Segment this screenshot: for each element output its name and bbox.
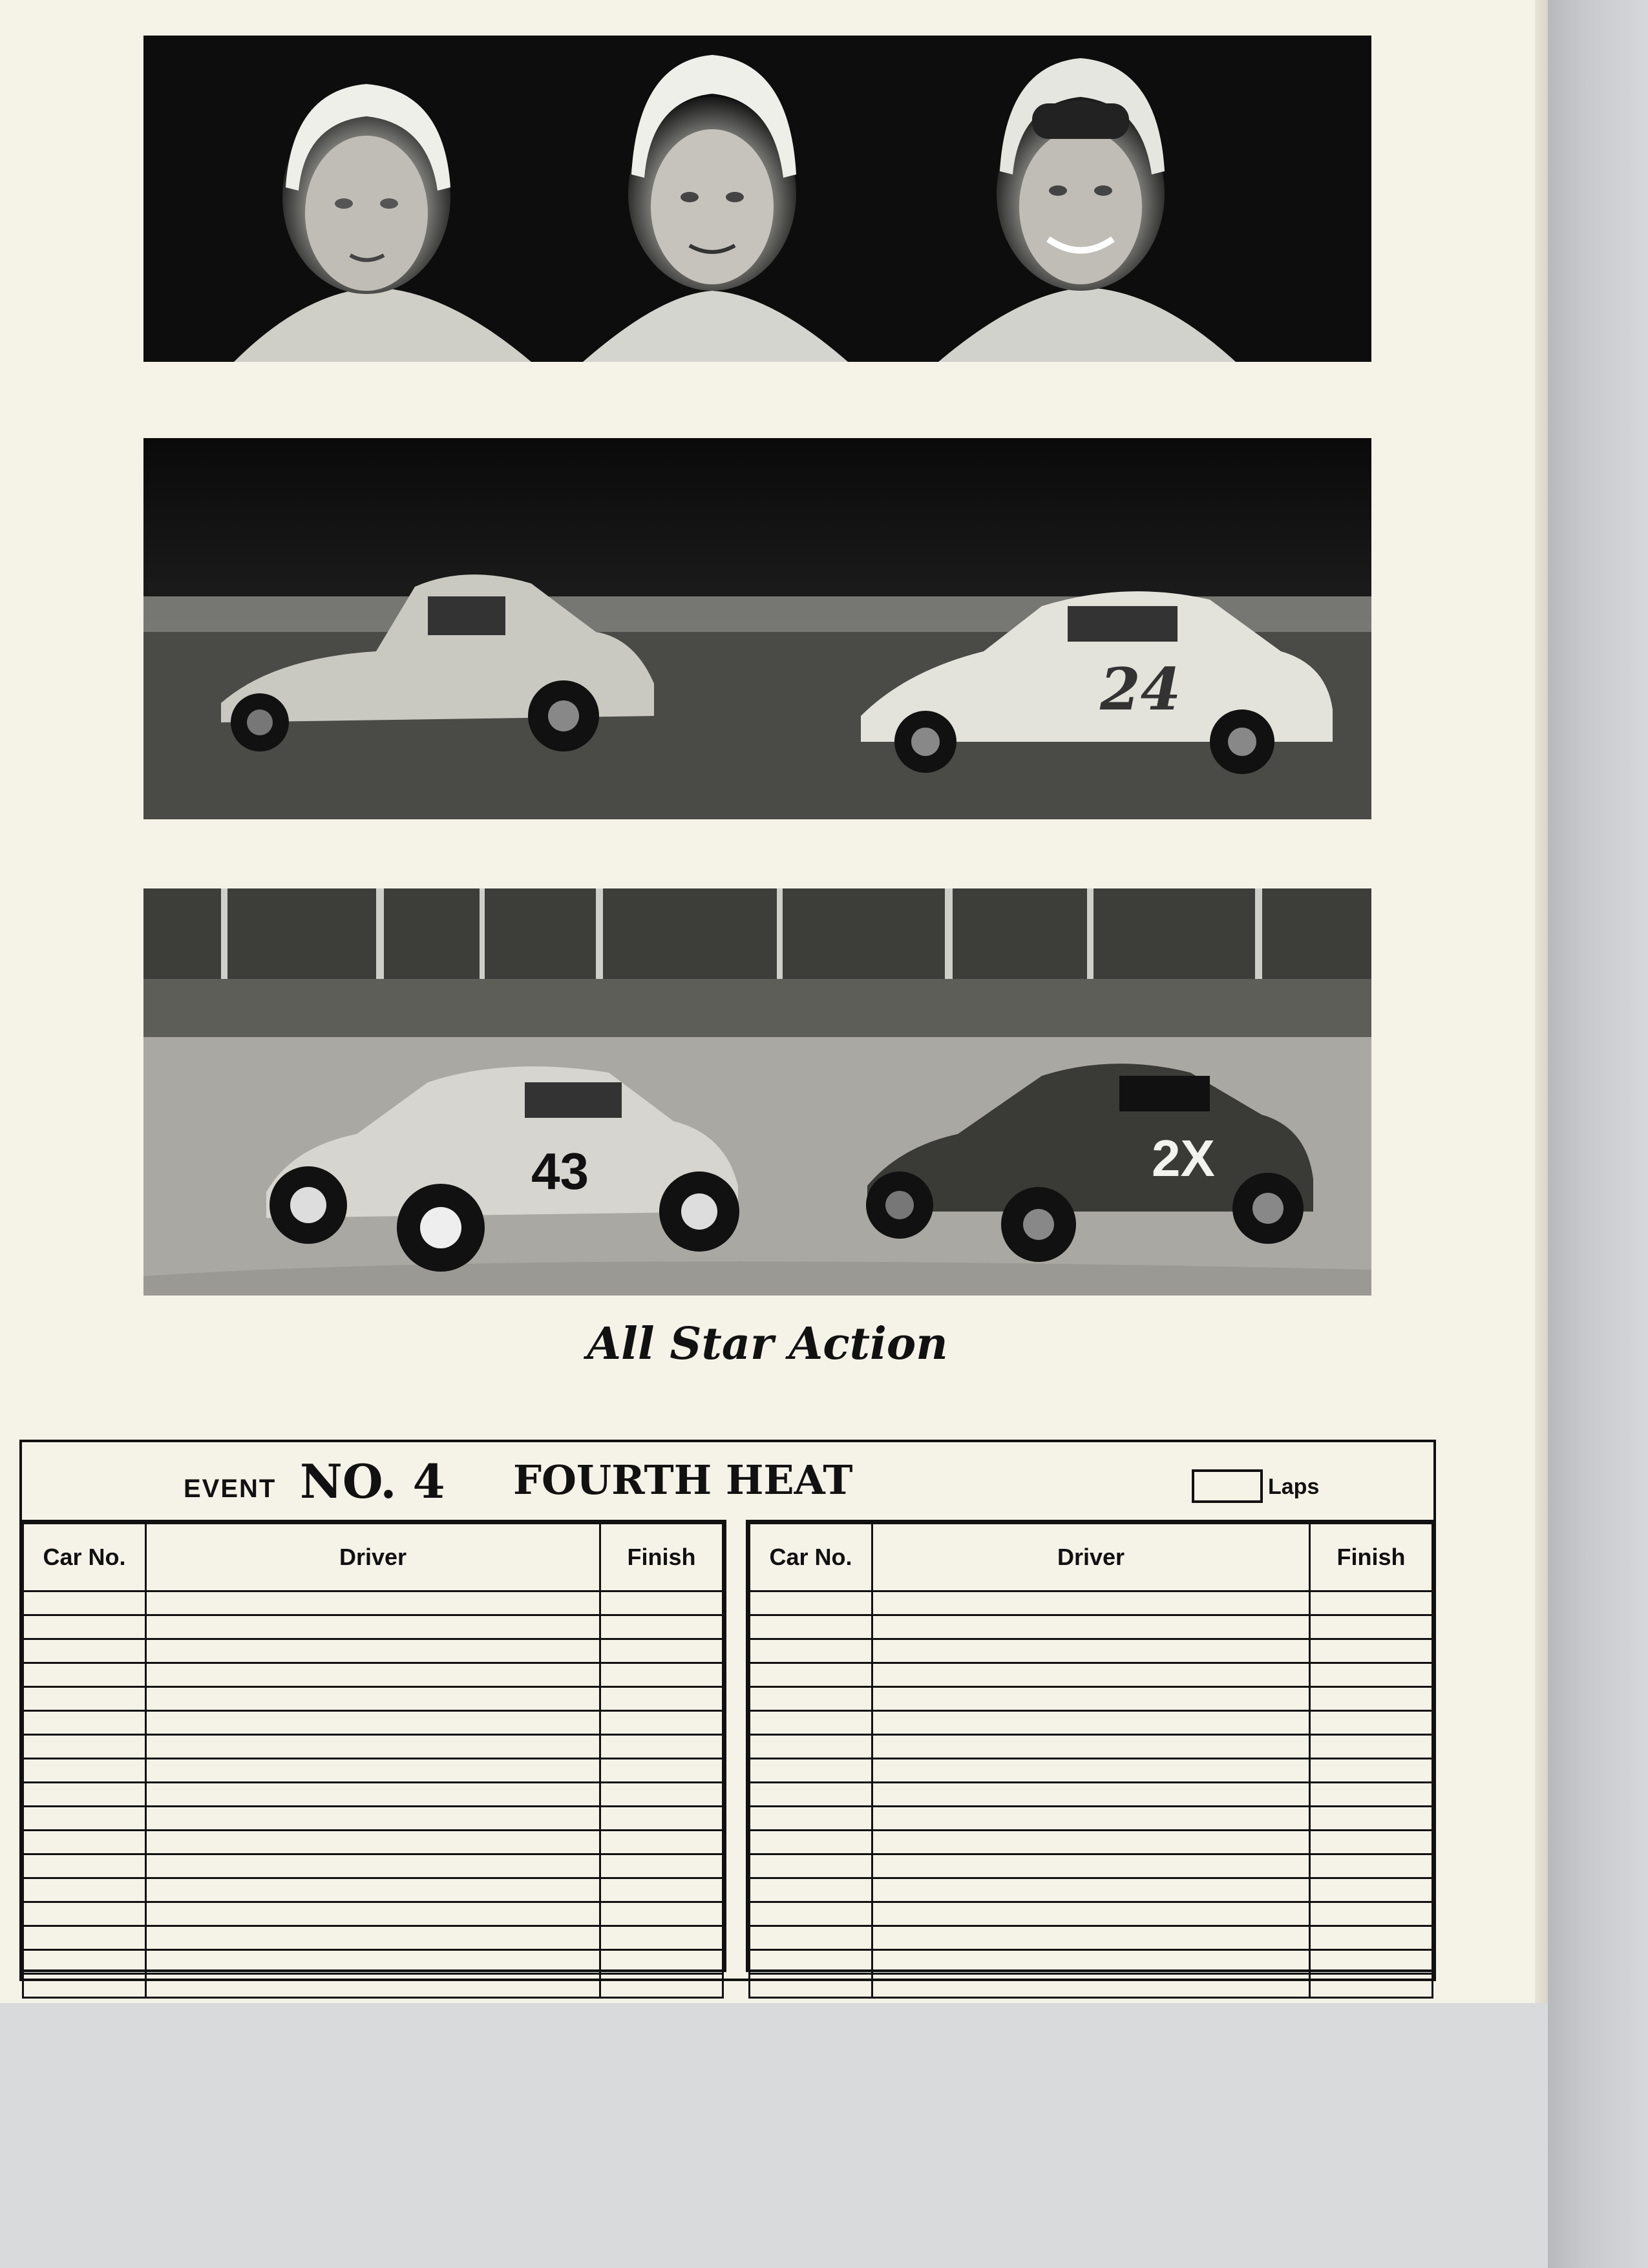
car-no-cell[interactable]: [23, 1902, 146, 1926]
table-row: [23, 1759, 723, 1783]
car-no-cell[interactable]: [750, 1878, 872, 1902]
finish-cell[interactable]: [600, 1831, 723, 1854]
car-no-cell[interactable]: [750, 1639, 872, 1663]
driver-cell[interactable]: [146, 1974, 600, 1998]
table-row: [23, 1591, 723, 1615]
car-no-cell[interactable]: [23, 1759, 146, 1783]
finish-cell[interactable]: [600, 1639, 723, 1663]
car-no-cell[interactable]: [750, 1663, 872, 1687]
table-row: [23, 1783, 723, 1807]
day-race-photo: [143, 888, 1371, 1296]
finish-cell[interactable]: [600, 1974, 723, 1998]
finish-cell[interactable]: [600, 1878, 723, 1902]
table-row: [750, 1950, 1433, 1974]
car-no-cell[interactable]: [750, 1687, 872, 1711]
car-no-cell[interactable]: [750, 1926, 872, 1950]
car-no-cell[interactable]: [750, 1711, 872, 1735]
finish-cell[interactable]: [1310, 1902, 1433, 1926]
driver-cell[interactable]: [146, 1807, 600, 1831]
driver-cell[interactable]: [872, 1878, 1310, 1902]
car-no-cell[interactable]: [23, 1926, 146, 1950]
finish-header: Finish: [600, 1524, 723, 1591]
table-row: [750, 1711, 1433, 1735]
finish-cell[interactable]: [600, 1759, 723, 1783]
driver-cell[interactable]: [872, 1807, 1310, 1831]
table-row: [750, 1735, 1433, 1759]
scan-background: [1548, 0, 1648, 2268]
car-no-cell[interactable]: [750, 1615, 872, 1639]
car-number-24: 24: [1100, 655, 1181, 724]
driver-cell[interactable]: [872, 1831, 1310, 1854]
table-row: [23, 1854, 723, 1878]
table-row: [23, 1663, 723, 1687]
car-no-cell[interactable]: [23, 1735, 146, 1759]
results-table-left: [19, 1520, 726, 1972]
finish-cell[interactable]: [600, 1783, 723, 1807]
car-no-cell[interactable]: [23, 1639, 146, 1663]
finish-cell[interactable]: [600, 1807, 723, 1831]
car-no-cell[interactable]: [750, 1735, 872, 1759]
car-no-cell[interactable]: [750, 1807, 872, 1831]
event-label: EVENT: [184, 1475, 277, 1503]
table-row: [23, 1615, 723, 1639]
driver-cell[interactable]: [146, 1687, 600, 1711]
event-number: NO. 4: [300, 1454, 445, 1509]
finish-cell[interactable]: [1310, 1759, 1433, 1783]
table-row: [750, 1615, 1433, 1639]
finish-cell[interactable]: [1310, 1663, 1433, 1687]
driver-cell[interactable]: [146, 1950, 600, 1974]
event-header: [22, 1442, 1433, 1520]
driver-cell[interactable]: [872, 1591, 1310, 1615]
driver-header: Driver: [146, 1524, 600, 1591]
driver-cell[interactable]: [872, 1902, 1310, 1926]
car-no-cell[interactable]: [23, 1615, 146, 1639]
car-no-cell[interactable]: [750, 1902, 872, 1926]
driver-cell[interactable]: [146, 1783, 600, 1807]
laps-label: Laps: [1268, 1475, 1320, 1499]
finish-cell[interactable]: [600, 1711, 723, 1735]
car-no-cell[interactable]: [750, 1974, 872, 1998]
car-no-cell[interactable]: [23, 1591, 146, 1615]
table-row: [750, 1926, 1433, 1950]
driver-cell[interactable]: [146, 1902, 600, 1926]
event-entry-form: [19, 1440, 1436, 1981]
driver-cell[interactable]: [146, 1831, 600, 1854]
finish-cell[interactable]: [1310, 1639, 1433, 1663]
driver-header: Driver: [872, 1524, 1310, 1591]
table-row: [23, 1950, 723, 1974]
table-row: [750, 1591, 1433, 1615]
driver-cell[interactable]: [146, 1711, 600, 1735]
driver-cell[interactable]: [872, 1926, 1310, 1950]
car-no-cell[interactable]: [23, 1878, 146, 1902]
driver-cell[interactable]: [872, 1759, 1310, 1783]
car-no-header: Car No.: [750, 1524, 872, 1591]
laps-field[interactable]: [1192, 1469, 1263, 1503]
table-row: [750, 1687, 1433, 1711]
table-row: [750, 1783, 1433, 1807]
car-no-cell[interactable]: [750, 1854, 872, 1878]
night-race-photo: [143, 438, 1371, 819]
results-rows-left: [23, 1591, 723, 1998]
table-row: [750, 1974, 1433, 1998]
finish-header: Finish: [1310, 1524, 1433, 1591]
finish-cell[interactable]: [1310, 1783, 1433, 1807]
table-row: [23, 1831, 723, 1854]
table-row: [23, 1974, 723, 1998]
finish-cell[interactable]: [1310, 1807, 1433, 1831]
driver-cell[interactable]: [872, 1950, 1310, 1974]
finish-cell[interactable]: [1310, 1591, 1433, 1615]
car-no-cell[interactable]: [750, 1759, 872, 1783]
car-no-cell[interactable]: [23, 1950, 146, 1974]
driver-cell[interactable]: [146, 1878, 600, 1902]
car-no-cell[interactable]: [23, 1831, 146, 1854]
car-no-cell[interactable]: [23, 1783, 146, 1807]
car-no-cell[interactable]: [750, 1591, 872, 1615]
driver-cell[interactable]: [872, 1687, 1310, 1711]
table-row: [23, 1807, 723, 1831]
finish-cell[interactable]: [600, 1854, 723, 1878]
driver-cell[interactable]: [872, 1735, 1310, 1759]
finish-cell[interactable]: [600, 1591, 723, 1615]
finish-cell[interactable]: [1310, 1878, 1433, 1902]
photo-caption: All Star Action: [587, 1318, 948, 1370]
table-row: [750, 1878, 1433, 1902]
car-no-cell[interactable]: [23, 1854, 146, 1878]
driver-cell[interactable]: [872, 1854, 1310, 1878]
finish-cell[interactable]: [1310, 1711, 1433, 1735]
driver-cell[interactable]: [146, 1854, 600, 1878]
driver-cell[interactable]: [872, 1711, 1310, 1735]
table-header-row: [23, 1524, 723, 1591]
driver-cell[interactable]: [146, 1926, 600, 1950]
table-row: [23, 1735, 723, 1759]
event-title: FOURTH HEAT: [513, 1456, 853, 1504]
table-row: [750, 1759, 1433, 1783]
driver-cell[interactable]: [872, 1974, 1310, 1998]
car-no-cell[interactable]: [750, 1831, 872, 1854]
table-row: [23, 1902, 723, 1926]
car-no-cell[interactable]: [750, 1783, 872, 1807]
finish-cell[interactable]: [600, 1615, 723, 1639]
driver-cell[interactable]: [146, 1735, 600, 1759]
driver-cell[interactable]: [146, 1663, 600, 1687]
finish-cell[interactable]: [600, 1950, 723, 1974]
car-no-cell[interactable]: [23, 1663, 146, 1687]
driver-cell[interactable]: [146, 1615, 600, 1639]
table-row: [23, 1878, 723, 1902]
finish-cell[interactable]: [600, 1663, 723, 1687]
table-row: [23, 1687, 723, 1711]
table-row: [750, 1663, 1433, 1687]
finish-cell[interactable]: [1310, 1615, 1433, 1639]
table-row: [750, 1639, 1433, 1663]
finish-cell[interactable]: [600, 1735, 723, 1759]
driver-cell[interactable]: [872, 1783, 1310, 1807]
driver-cell[interactable]: [872, 1639, 1310, 1663]
driver-cell[interactable]: [146, 1759, 600, 1783]
finish-cell[interactable]: [600, 1687, 723, 1711]
results-table-right: [746, 1520, 1436, 1972]
table-row: [750, 1854, 1433, 1878]
car-no-header: Car No.: [23, 1524, 146, 1591]
car-no-cell[interactable]: [750, 1950, 872, 1974]
driver-cell[interactable]: [872, 1663, 1310, 1687]
driver-portraits-photo: [143, 36, 1371, 362]
driver-cell[interactable]: [146, 1639, 600, 1663]
car-no-cell[interactable]: [23, 1807, 146, 1831]
finish-cell[interactable]: [600, 1902, 723, 1926]
finish-cell[interactable]: [600, 1926, 723, 1950]
car-no-cell[interactable]: [23, 1974, 146, 1998]
car-number-43: 43: [531, 1142, 589, 1200]
finish-cell[interactable]: [1310, 1974, 1433, 1998]
car-no-cell[interactable]: [23, 1687, 146, 1711]
table-row: [23, 1711, 723, 1735]
finish-cell[interactable]: [1310, 1854, 1433, 1878]
table-row: [23, 1926, 723, 1950]
table-row: [750, 1807, 1433, 1831]
car-no-cell[interactable]: [23, 1711, 146, 1735]
finish-cell[interactable]: [1310, 1831, 1433, 1854]
finish-cell[interactable]: [1310, 1950, 1433, 1974]
driver-cell[interactable]: [872, 1615, 1310, 1639]
table-header-row: [750, 1524, 1433, 1591]
table-row: [750, 1902, 1433, 1926]
finish-cell[interactable]: [1310, 1926, 1433, 1950]
car-number-2x: 2X: [1152, 1129, 1215, 1187]
finish-cell[interactable]: [1310, 1735, 1433, 1759]
results-rows-right: [750, 1591, 1433, 1998]
driver-cell[interactable]: [146, 1591, 600, 1615]
finish-cell[interactable]: [1310, 1687, 1433, 1711]
table-row: [750, 1831, 1433, 1854]
table-row: [23, 1639, 723, 1663]
